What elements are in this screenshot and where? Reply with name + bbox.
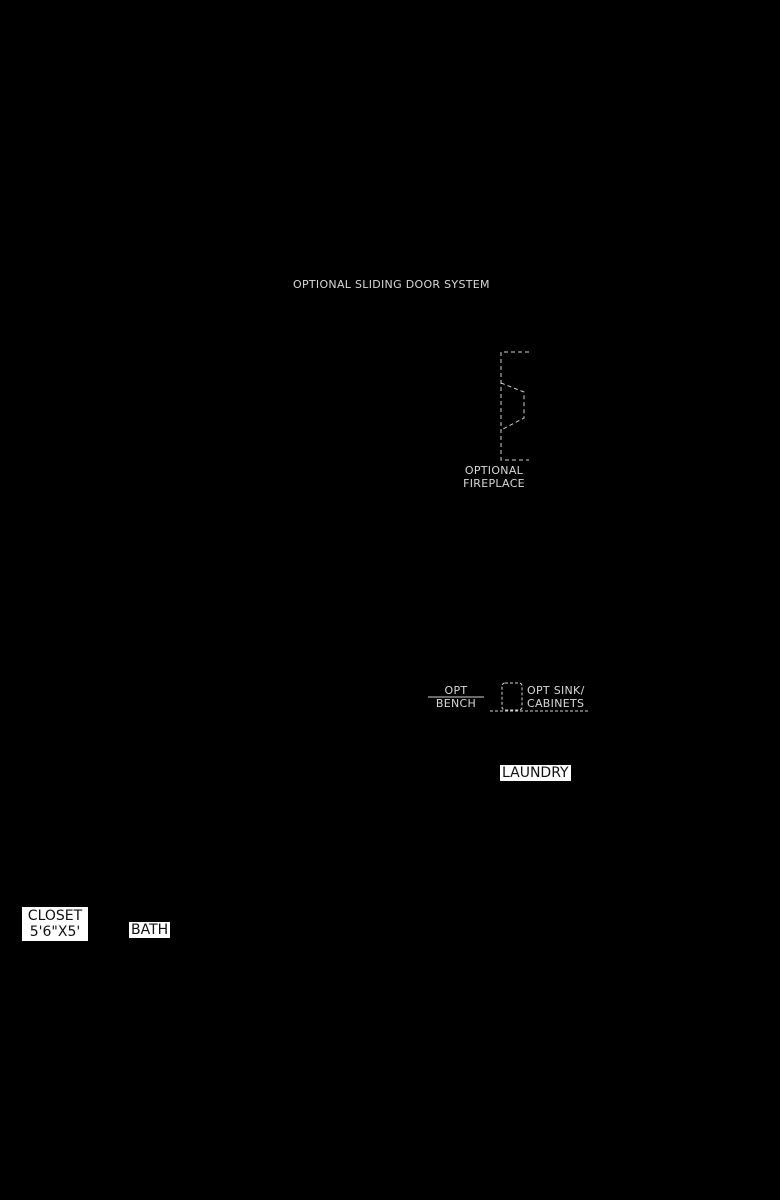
- fireplace-label-line1: OPTIONAL: [464, 464, 524, 477]
- fireplace-outline: [501, 352, 529, 460]
- closet-size: 5'6"X5': [29, 924, 81, 940]
- sink-label-line2: CABINETS: [527, 697, 585, 710]
- bench-label: [430, 684, 482, 710]
- room-label-closet: [22, 907, 88, 941]
- sink-label-line1: OPT SINK/: [527, 684, 585, 697]
- fireplace-label-line2: FIREPLACE: [463, 477, 525, 490]
- fireplace-label: [456, 464, 532, 490]
- sliding-door-label: OPTIONAL SLIDING DOOR SYSTEM: [293, 278, 490, 291]
- sink-cabinets-label: [527, 684, 585, 710]
- bench-label-line2: BENCH: [435, 697, 477, 710]
- closet-name: CLOSET: [27, 908, 83, 924]
- room-label-laundry: LAUNDRY: [502, 765, 569, 781]
- room-label-bath: BATH: [131, 922, 169, 938]
- bench-label-line1: OPT: [444, 684, 468, 697]
